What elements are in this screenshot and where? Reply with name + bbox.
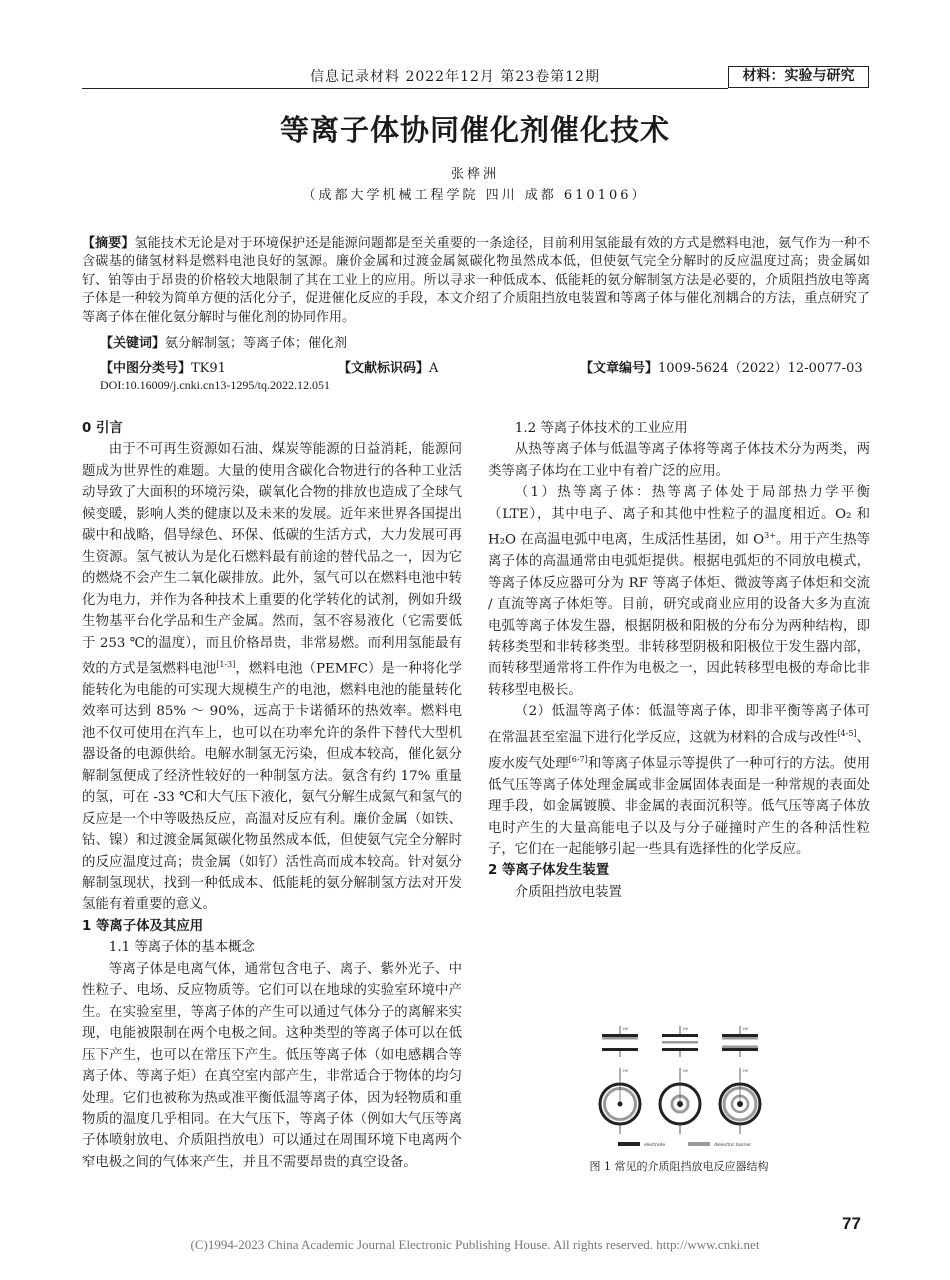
coaxial-reactor-3: [720, 1068, 760, 1134]
section-2-subheading: 介质阻挡放电装置: [514, 884, 622, 900]
affiliation: （成都大学机械工程学院 四川 成都 610106）: [302, 188, 648, 203]
coaxial-reactor-1: [600, 1068, 640, 1134]
citation: [6-7]: [568, 754, 588, 764]
planar-reactor-2: [662, 1026, 698, 1057]
hv-label: HV: [683, 1069, 689, 1073]
cold-plasma-paragraph: [488, 701, 870, 860]
paragraph-text: 和等离子体显示等提供了一种可行的方法。使用低气压等离子体处理金属或非金属固体表面是一种常规的表面处理手段，如金属镀膜、非金属的表面沉积等。低气压等离子体放电时产生的大量高能电子以及与分子碰撞时产生的各种活性粒子，它们在一起能够引起一些具有选择性的化学反应。: [488, 756, 871, 858]
hv-label: HV: [743, 1027, 749, 1031]
section-0-paragraph: [82, 439, 462, 915]
page-number: 77: [842, 1214, 861, 1233]
class-label: 【中图分类号】: [100, 361, 192, 376]
section-2-heading: 2 等离子体发生装置: [488, 863, 610, 879]
hv-label: HV: [743, 1069, 749, 1073]
class-value: TK91: [191, 361, 226, 376]
document-code: [338, 357, 438, 376]
figure-caption: 图 1 常见的介质阻挡放电反应器结构: [589, 1160, 769, 1173]
section-1-2-heading: 1.2 等离子体技术的工业应用: [514, 421, 688, 436]
section-tag: 材料：实验与研究: [728, 66, 869, 88]
journal-header: 信息记录材料 2022年12月 第23卷第12期: [310, 69, 600, 85]
doc-label: 【文献标识码】: [338, 361, 430, 376]
electrode-swatch: [618, 1142, 640, 1146]
abstract-text: 氢能技术无论是对于环境保护还是能源问题都是至关重要的一条途径，目前利用氢能最有效的方式是燃料电池，氨气作为一种不含碳基的储氢材料是燃料电池良好的氢源。廉价金属和过渡金属氮碳化物虽然成本低，但使氨气完全分解时的反应温度过高；贵金属如钌、铂等由于昂贵的价格较大地限制了其在工业上的应用。所以寻求一种低成本、低能耗的氨分解制氢方法是必要的，介质阻挡放电等离子体是一种较为简单方便的活化分子，促进催化反应的手段，本文介绍了介质阻挡放电装置和等离子体与催化剂耦合的方法，重点研究了等离子体在催化氨分解时与催化剂的协同作用。: [82, 236, 870, 325]
doc-value: A: [429, 361, 439, 376]
dbd-reactor-figure: [590, 1024, 770, 1154]
copyright-footer: (C)1994-2023 China Academic Journal Electronic Publishing House. All rights reserved. http://www.cnki.net: [190, 1237, 760, 1252]
planar-reactor-3: [722, 1026, 758, 1057]
classification: [100, 357, 226, 376]
section-1-heading: 1 等离子体及其应用: [82, 918, 204, 934]
section-1-1-heading: 1.1 等离子体的基本概念: [108, 940, 255, 956]
section-1-2-paragraph: 从热等离子体与低温等离子体将等离子体技术分为两类，两类等离子体均在工业中有着广泛的应用。: [488, 442, 870, 479]
thermal-plasma-paragraph: [488, 482, 870, 701]
paragraph-text: 、废水废气处理: [488, 730, 871, 772]
hv-label: HV: [623, 1027, 629, 1031]
coaxial-reactor-2: [660, 1068, 700, 1134]
planar-reactor-1: [602, 1026, 638, 1057]
article-number: [580, 357, 863, 376]
article-title: 等离子体协同催化剂催化技术: [279, 113, 670, 147]
left-column: [82, 418, 462, 1173]
header-rule: [82, 88, 728, 89]
author: 张桦洲: [450, 167, 499, 182]
doi: DOI:10.16009/j.cnki.cn13-1295/tq.2022.12.051: [100, 378, 330, 392]
keywords-value: 氨分解制氢；等离子体；催化剂: [165, 336, 348, 351]
keywords-label: 【关键词】: [100, 336, 166, 351]
citation: [4-5]: [837, 728, 857, 738]
section-0-heading: 0 引言: [82, 421, 123, 436]
paragraph-text: （1）热等离子体：热等离子体处于局部热力学平衡（LTE），其中电子、离子和其他中性粒子的温度相近。O₂ 和 H₂O 在高温电弧中电离，生成活性基团，如 O: [488, 485, 870, 548]
paragraph-text: ，燃料电池（PEMFC）是一种将化学能转化为电能的可实现大规模生产的电池，燃料电池的能量转化效率可达到 85% ～ 90%，远高于卡诺循环的热效率。燃料电池不仅可使用在汽车上，也可以在功率允许的条件下替代大型机器设备的电源供给。电解水制氢无污染，但成本较高，催化氨分解制氢便成了经济性较好的一种制氢方法。氨含有约 17% 重量的氢，可在 -33 ℃和大气压下液化，氨气分解生成氮气和氢气的反应是一个中等吸热反应，高温对反应有利。廉价金属（如铁、钴、镍）和过渡金属氮碳化物虽然成本低，但使氨气完全分解时的反应温度过高；贵金属（如钌）活性高而成本较高。针对氨分解制氢现状，找到一种低成本、低能耗的氨分解制氢方法对开发氢能有着重要的意义。: [82, 661, 462, 913]
paragraph-text: 由于不可再生资源如石油、煤炭等能源的日益消耗，能源问题成为世界性的难题。大量的使用含碳化合物进行的各种工业活动导致了大面积的环境污染，碳氧化合物的排放也造成了全球气候变暖，影响人类的健康以及未来的发展。近年来世界各国提出碳中和战略，倡导绿色、环保、低碳的生活方式，大力发展可再生资源。氢气被认为是化石燃料最有前途的替代品之一，因为它的燃烧不会产生二氧化碳排放。此外，氢气可以在燃料电池中转化为电力，并作为各种技术上重要的化学转化的试剂，例如升级生物基平台化学品和生产金属。然而，氢不容易液化（它需要低于 253 ℃的温度），而且价格昂贵，非常易燃。而利用氢能最有效的方式是氢燃料电池: [82, 442, 462, 677]
paragraph-text: （2）低温等离子体：低温等离子体，即非平衡等离子体可在常温甚至室温下进行化学反应，这就为材料的合成与改性: [488, 704, 870, 746]
article-no-value: 1009-5624（2022）12-0077-03: [658, 361, 863, 376]
citation: [1-3]: [216, 659, 236, 669]
section-1-1-paragraph: 等离子体是电离气体，通常包含电子、离子、紫外光子、中性粒子、电场、反应物质等。它们可以在地球的实验室环境中产生。在实验室里，等离子体的产生可以通过气体分子的离解来实现，电能被限制在两个电极之间。这种类型的等离子体可以在低压下产生，也可以在常压下产生。低压等离子体（如电感耦合等离子体、等离子炬）在真空室内部产生，非常适合于物体的均匀处理。它们也被称为热或准平衡低温等离子体，因为轻物质和重物质的温度几乎相同。在大气压下，等离子体（例如大气压等离子体喷射放电、介质阻挡放电）可以通过在周围环境下电离两个窄电极之间的气体来产生，并且不需要昂贵的真空设备。: [82, 961, 462, 1170]
barrier-swatch: [688, 1142, 710, 1146]
legend-electrode: electrode: [644, 1143, 666, 1148]
paragraph-text: 。用于产生热等离子体的高温通常由电弧炬提供。根据电弧炬的不同放电模式，等离子体反应器可分为 RF 等离子体炬、微波等离子体炬和交流 / 直流等离子体炬等。目前，研究或商业应用的设备大多为直流电弧等离子体发生器，根据阴极和阳极的分布分为两种结构，即转移类型和非转移类型。非转移型阴极和阳极位于发生器内部，而转移型通常将工件作为电极之一，因此转移型电极的寿命比非转移型电极长。: [488, 532, 871, 698]
figure-legend: [618, 1142, 751, 1148]
right-column: [488, 418, 870, 903]
abstract: [82, 235, 870, 327]
abstract-label: 【摘要】: [82, 236, 135, 251]
article-no-label: 【文章编号】: [580, 361, 659, 376]
hv-label: HV: [683, 1027, 689, 1031]
keywords: [100, 332, 347, 351]
superscript: 3+: [764, 531, 776, 541]
legend-barrier: dielectric barrier: [714, 1143, 752, 1148]
hv-label: HV: [623, 1069, 629, 1073]
